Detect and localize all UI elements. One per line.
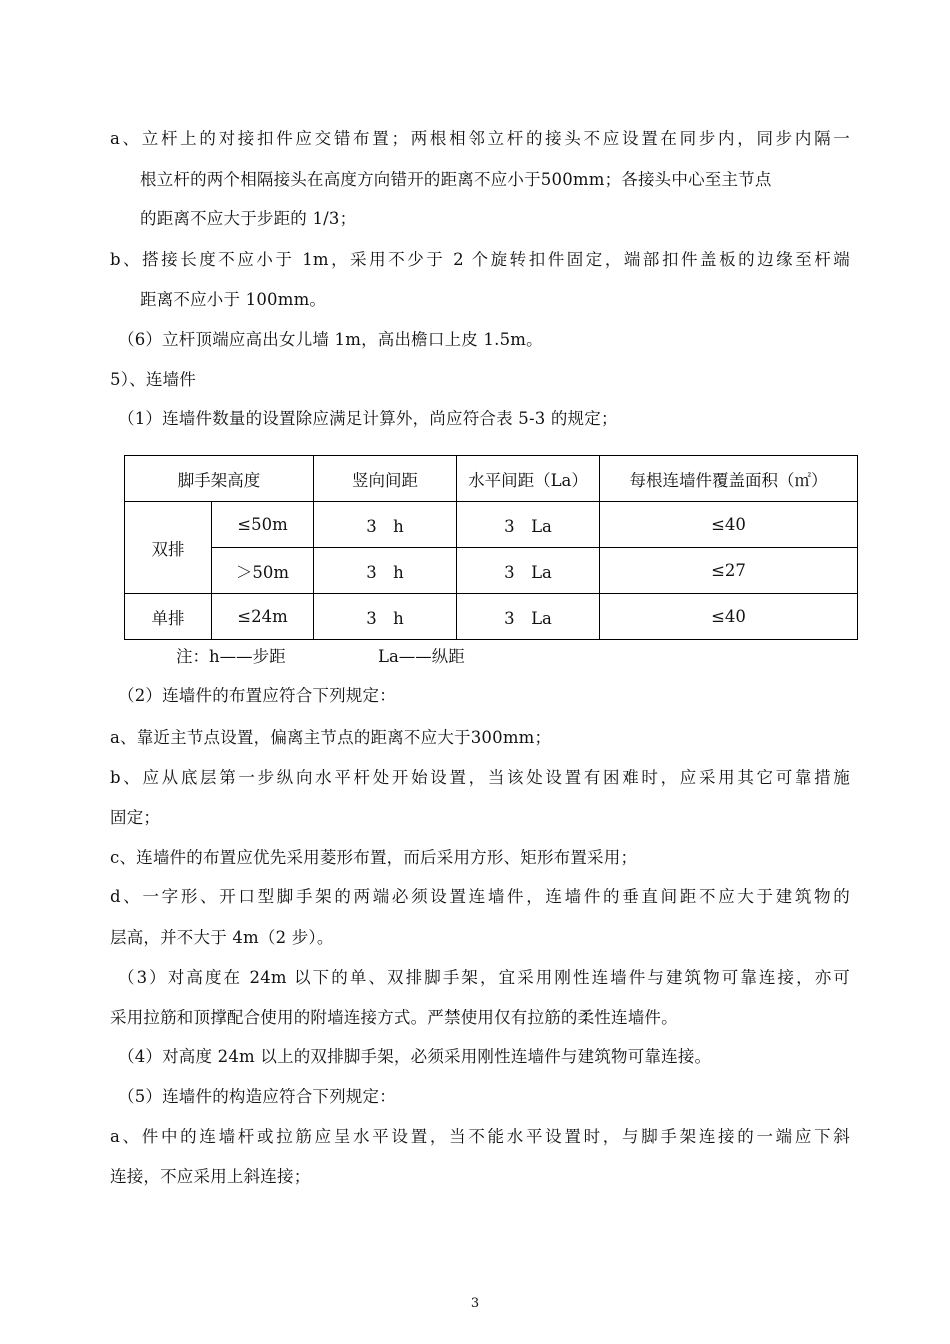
paragraph-line: a、立杆上的对接扣件应交错布置；两根相邻立杆的接头不应设置在同步内，同步内隔一	[110, 129, 850, 148]
paragraph-line: 层高，并不大于 4m（2 步）。	[110, 928, 334, 947]
paragraph-line: （5）连墙件的构造应符合下列规定：	[118, 1087, 396, 1106]
table-header-cell: 水平间距（La）	[457, 456, 600, 502]
table-group-cell: 双排	[125, 502, 212, 594]
table-cell: 3 h	[314, 594, 457, 640]
table-note-step: 注：h——步距	[176, 647, 286, 666]
paragraph-line: c、连墙件的布置应优先采用菱形布置，而后采用方形、矩形布置采用；	[110, 848, 638, 867]
paragraph-line: （3）对高度在 24m 以下的单、双排脚手架，宜采用刚性连墙件与建筑物可靠连接，亦可	[118, 968, 850, 987]
paragraph-line: （6）立杆顶端应高出女儿墙 1m，高出檐口上皮 1.5m。	[118, 330, 543, 349]
paragraph-line: 距离不应小于 100mm。	[140, 290, 327, 309]
paragraph-line: a、靠近主节点设置，偏离主节点的距离不应大于300mm；	[110, 728, 552, 747]
wall-tie-spacing-table	[124, 455, 858, 640]
table-header-cell: 竖向间距	[314, 456, 457, 502]
table-note-longitudinal: La——纵距	[378, 647, 465, 666]
paragraph-line: d、一字形、开口型脚手架的两端必须设置连墙件，连墙件的垂直间距不应大于建筑物的	[110, 887, 850, 906]
table-row	[125, 594, 858, 640]
table-cell: ≤50m	[212, 502, 314, 548]
paragraph-line: 连接，不应采用上斜连接；	[110, 1167, 311, 1186]
table-row	[125, 548, 858, 594]
table-cell: ＞50m	[212, 548, 314, 594]
table-cell: 3 h	[314, 502, 457, 548]
paragraph-line: （1）连墙件数量的设置除应满足计算外，尚应符合表 5-3 的规定；	[118, 409, 618, 428]
table-cell: 3 La	[457, 594, 600, 640]
table-cell: 3 La	[457, 502, 600, 548]
paragraph-line: 固定；	[110, 808, 161, 827]
paragraph-line: 采用拉筋和顶撑配合使用的附墙连接方式。严禁使用仅有拉筋的柔性连墙件。	[110, 1008, 678, 1027]
table-cell: ≤24m	[212, 594, 314, 640]
paragraph-line: （2）连墙件的布置应符合下列规定：	[118, 686, 396, 705]
paragraph-line: 根立杆的两个相隔接头在高度方向错开的距离不应小于500mm；各接头中心至主节点	[140, 170, 772, 189]
table-group-cell: 单排	[125, 594, 212, 640]
table-cell: 3 La	[457, 548, 600, 594]
table-cell: ≤27	[600, 548, 858, 594]
paragraph-line: 的距离不应大于步距的 1/3；	[140, 209, 357, 228]
section-heading: 5）、连墙件	[110, 370, 196, 389]
table-cell: ≤40	[600, 502, 858, 548]
table-cell: 3 h	[314, 548, 457, 594]
paragraph-line: b、应从底层第一步纵向水平杆处开始设置，当该处设置有困难时，应采用其它可靠措施	[110, 768, 850, 787]
paragraph-line: a、件中的连墙杆或拉筋应呈水平设置，当不能水平设置时，与脚手架连接的一端应下斜	[110, 1127, 850, 1146]
table-header-cell: 每根连墙件覆盖面积（㎡）	[600, 456, 858, 502]
paragraph-line: b、搭接长度不应小于 1m，采用不少于 2 个旋转扣件固定，端部扣件盖板的边缘至杆端	[110, 250, 850, 269]
table-cell: ≤40	[600, 594, 858, 640]
table-header-cell: 脚手架高度	[125, 456, 314, 502]
table-row	[125, 502, 858, 548]
page-number: 3	[470, 1296, 480, 1311]
table-header-row	[125, 456, 858, 502]
paragraph-line: （4）对高度 24m 以上的双排脚手架，必须采用刚性连墙件与建筑物可靠连接。	[118, 1047, 712, 1066]
